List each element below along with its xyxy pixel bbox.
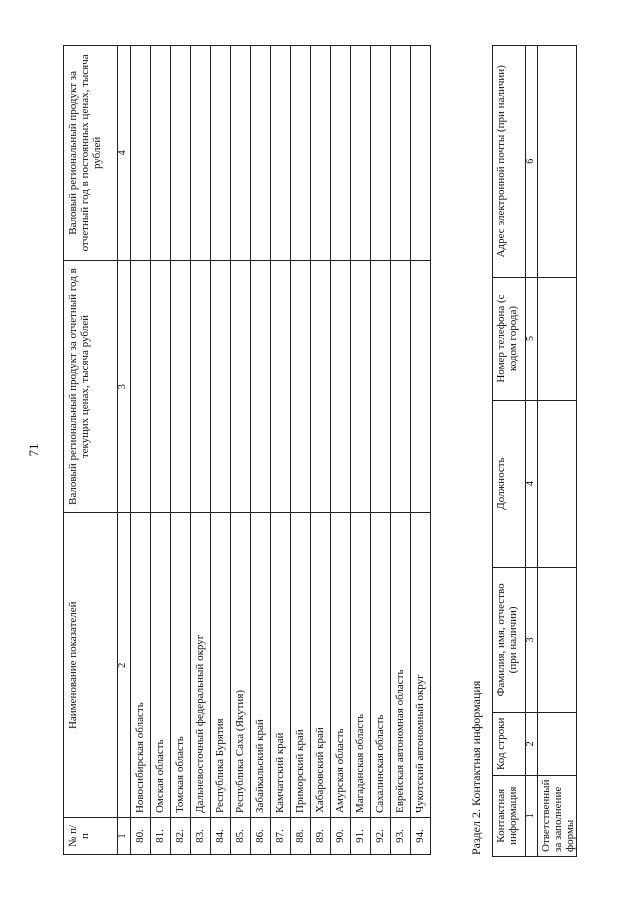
region-name: Дальневосточный федеральный округ — [191, 513, 211, 818]
row-number: 80. — [131, 818, 151, 855]
header-row-number: № п/п — [64, 818, 118, 855]
table-row — [411, 46, 431, 855]
table-row — [291, 46, 311, 855]
header-phone: Номер телефона (с кодом города) — [493, 277, 526, 400]
grp-constant-cell[interactable] — [331, 46, 351, 261]
region-name: Амурская область — [331, 513, 351, 818]
grp-current-cell[interactable] — [371, 260, 391, 513]
grp-current-cell[interactable] — [131, 260, 151, 513]
grp-constant-cell[interactable] — [151, 46, 171, 261]
grp-constant-cell[interactable] — [271, 46, 291, 261]
grp-current-cell[interactable] — [331, 260, 351, 513]
grp-constant-cell[interactable] — [211, 46, 231, 261]
region-name: Томская область — [171, 513, 191, 818]
row-number: 84. — [211, 818, 231, 855]
table-row — [131, 46, 151, 855]
region-name: Камчатский край — [271, 513, 291, 818]
grp-constant-cell[interactable] — [131, 46, 151, 261]
column-number: 4 — [526, 400, 538, 567]
table-row — [211, 46, 231, 855]
row-number: 81. — [151, 818, 171, 855]
grp-current-cell[interactable] — [251, 260, 271, 513]
grp-current-cell[interactable] — [191, 260, 211, 513]
phone-cell[interactable] — [538, 277, 577, 400]
column-number: 5 — [526, 277, 538, 400]
region-name: Чукотский автономный округ — [411, 513, 431, 818]
grp-current-cell[interactable] — [291, 260, 311, 513]
row-number: 90. — [331, 818, 351, 855]
grp-current-cell[interactable] — [351, 260, 371, 513]
column-number: 1 — [118, 818, 131, 855]
grp-current-cell[interactable] — [271, 260, 291, 513]
table-row — [191, 46, 211, 855]
header-grp-current-prices: Валовый региональный продукт за отчетный год в текущих ценах, тысяча рублей — [64, 260, 118, 513]
table-row — [391, 46, 411, 855]
page-number: 71 — [26, 443, 41, 457]
grp-constant-cell[interactable] — [291, 46, 311, 261]
column-number: 2 — [118, 513, 131, 818]
grp-current-cell[interactable] — [211, 260, 231, 513]
region-name: Хабаровский край — [311, 513, 331, 818]
row-number: 88. — [291, 818, 311, 855]
section-2-title: Раздел 2. Контактная информация — [469, 680, 483, 855]
column-number: 4 — [118, 46, 131, 261]
region-name: Магаданская область — [351, 513, 371, 818]
header-indicator-name: Наименование показателей — [64, 513, 118, 818]
grp-constant-cell[interactable] — [231, 46, 251, 261]
region-name: Республика Саха (Якутия) — [231, 513, 251, 818]
grp-current-cell[interactable] — [411, 260, 431, 513]
table-row — [271, 46, 291, 855]
grp-current-cell[interactable] — [151, 260, 171, 513]
header-position: Должность — [493, 400, 526, 567]
grp-constant-cell[interactable] — [351, 46, 371, 261]
grp-constant-cell[interactable] — [391, 46, 411, 261]
header-full-name: Фамилия, имя, отчество (при наличии) — [493, 567, 526, 712]
header-contact-info: Контактная информация — [493, 775, 526, 856]
row-number: 83. — [191, 818, 211, 855]
row-number: 89. — [311, 818, 331, 855]
row-number: 94. — [411, 818, 431, 855]
grp-constant-cell[interactable] — [311, 46, 331, 261]
grp-current-cell[interactable] — [311, 260, 331, 513]
region-name: Сахалинская область — [371, 513, 391, 818]
region-name: Омская область — [151, 513, 171, 818]
column-number: 3 — [526, 567, 538, 712]
grp-constant-cell[interactable] — [171, 46, 191, 261]
grp-current-cell[interactable] — [391, 260, 411, 513]
header-grp-constant-prices: Валовый региональный продукт за отчетный год в постоянных ценах, тысяча рублей — [64, 46, 118, 261]
column-number: 1 — [526, 775, 538, 856]
contact-info-table — [492, 45, 577, 857]
row-number: 86. — [251, 818, 271, 855]
region-name: Республика Бурятия — [211, 513, 231, 818]
table-row — [311, 46, 331, 855]
column-number: 6 — [526, 46, 538, 278]
row-number: 91. — [351, 818, 371, 855]
column-number: 2 — [526, 713, 538, 775]
column-number: 3 — [118, 260, 131, 513]
row-number: 82. — [171, 818, 191, 855]
grp-constant-cell[interactable] — [371, 46, 391, 261]
email-cell[interactable] — [538, 46, 577, 278]
region-name: Еврейская автономная область — [391, 513, 411, 818]
region-name: Новосибирская область — [131, 513, 151, 818]
table-row — [251, 46, 271, 855]
responsible-person-label: Ответственный за заполнение формы — [538, 775, 577, 856]
table-row — [371, 46, 391, 855]
table-row — [231, 46, 251, 855]
grp-current-cell[interactable] — [231, 260, 251, 513]
row-number: 85. — [231, 818, 251, 855]
row-number: 92. — [371, 818, 391, 855]
grp-indicators-table — [63, 45, 431, 855]
table-row — [331, 46, 351, 855]
grp-constant-cell[interactable] — [251, 46, 271, 261]
header-line-code: Код строки — [493, 713, 526, 775]
region-name: Приморский край — [291, 513, 311, 818]
table-row — [151, 46, 171, 855]
table-row — [351, 46, 371, 855]
header-email: Адрес электронной почты (при наличии) — [493, 46, 526, 278]
row-number: 93. — [391, 818, 411, 855]
grp-constant-cell[interactable] — [191, 46, 211, 261]
table-row — [171, 46, 191, 855]
table-row — [538, 46, 577, 857]
grp-constant-cell[interactable] — [411, 46, 431, 261]
region-name: Забайкальский край — [251, 513, 271, 818]
grp-current-cell[interactable] — [171, 260, 191, 513]
row-number: 87. — [271, 818, 291, 855]
position-cell[interactable] — [538, 400, 577, 567]
line-code-cell[interactable] — [538, 713, 577, 775]
full-name-cell[interactable] — [538, 567, 577, 712]
